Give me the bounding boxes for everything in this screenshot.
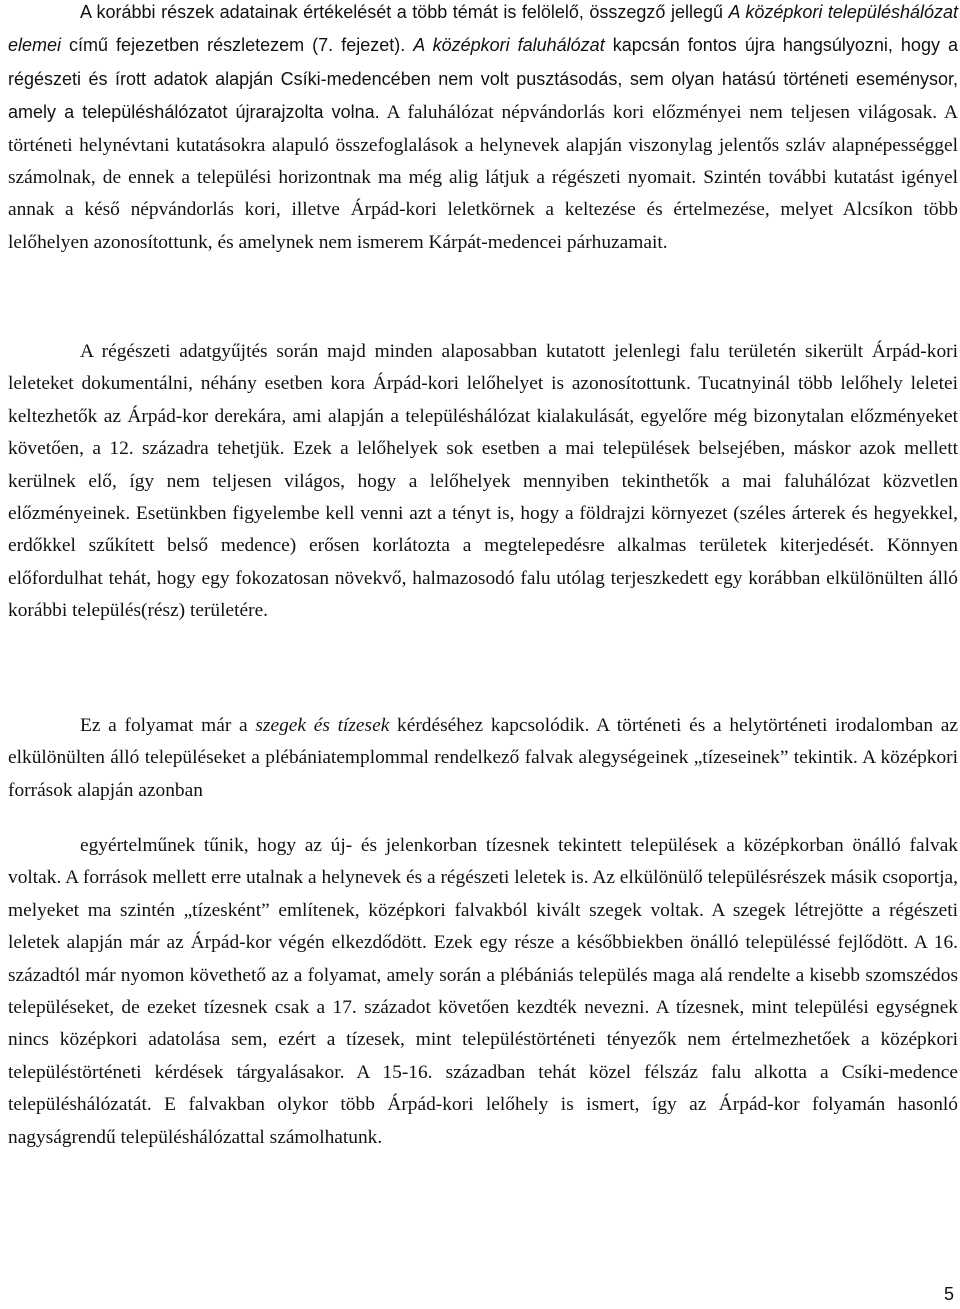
paragraph-4	[8, 830, 958, 1154]
p4-text: egyértelműnek tűnik, hogy az új- és jelenkorban tízesnek tekintett települések a középkorban önálló falvak voltak. A források mellett erre utalnak a helynevek és a régészeti leletek is. Az elkülönülő településrészek másik csoportja, melyeket ma szintén „tízesként” említenek, középkori falvakból kivált szegek voltak. A szegek létrejötte a régészeti leletek alapján már az Árpád-kor végén elkezdődött. Ezek egy része a későbbiekben önálló településsé fejlődött. A 16. századtól már nyomon követhető az a folyamat, amely során a plébániás település maga alá rendelte a kisebb szomszédos településeket, de ezeket tízesnek csak a 17. századot követően kezdték nevezni. A tízesnek, mint települési egységnek nincs középkori adatolása sem, ezért a tízesek, mint településtörténeti tényezők nem értelmezhetőek a középkori településtörténeti kérdések tárgyalásakor. A 15-16. században tehát közel félszáz falu alkotta a Csíki-medence településhálózatát. E falvakban olykor több Árpád-kori lelőhely is ismert, így az Árpád-kor folyamán hasonló nagyságrendű településhálózattal számolhatunk.	[8, 835, 958, 1148]
p3-term-szegek: szegek és tízesek	[255, 715, 390, 736]
p3-end: kérdéséhez kapcsolódik. A történeti és a helytörténeti irodalomban az elkülönülten álló településeket a plébániatemplommal rendelkező falvak alegységeinek „tízeseinek” tekintik. A középkori források alapján azonban	[8, 715, 959, 801]
p1-chapter-title: A középkori településhálózat elemei	[8, 2, 958, 56]
p1-term-faluhalozat: A középkori faluhálózat	[413, 35, 605, 56]
p1-sentence-2: kapcsán fontos újra hangsúlyozni, hogy a régészeti és írott adatok alapján Csíki-medencében nem volt pusztásodás, sem olyan hatású történeti eseménysor, amely a településhálózatot újrarajzolta volna.	[8, 35, 958, 123]
p1-sentence-1-end: című fejezetben részletezem (7. fejezet).	[61, 35, 414, 56]
p1-sentence-1-start: A korábbi részek adatainak értékelését a több témát is felölelő, összegző jellegű	[80, 2, 729, 22]
paragraph-2	[8, 336, 958, 628]
page-number: 5	[943, 1284, 954, 1304]
p2-text: A régészeti adatgyűjtés során majd minden alaposabban kutatott jelenlegi falu területén sikerült Árpád-kori leleteket dokumentálni, néhány esetben kora Árpád-kori lelőhelyet is azonosítottunk. Tucatnyinál több lelőhely leletei keltezhetők az Árpád-kor derekára, ami alapján a településhálózat kialakulását, egyelőre még bizonytalan előzményeket követően, a 12. századra tehetjük. Ezek a lelőhelyek sok esetben a mai települések belsejében, máskor azok mellett kerülnek elő, így nem teljesen világos, hogy a lelőhelyek mennyiben tekinthetők a mai faluhálózat közvetlen előzményeinek. Esetünkben figyelembe kell venni azt a tényt is, hogy a földrajzi környezet (széles árterek és hegyekkel, erdőkkel szűkített belső medence) erősen korlátozta a megtelepedésre alkalmas területek kiterjedését. Könnyen előfordulhat tehát, hogy egy fokozatosan növekvő, halmazosodó falu utólag terjeszkedett egy korábban elkülönülten álló korábbi település(rész) területére.	[8, 341, 958, 622]
paragraph-1	[8, 0, 958, 259]
paragraph-3	[8, 710, 958, 807]
p1-sentence-3: A faluhálózat népvándorlás kori előzményei nem teljesen világosak. A történeti helynévtani kutatásokra alapuló összefoglalások a helynevek alapján viszonylag jelentős szláv alapnépességgel számolnak, de ennek a települési horizontnak ma még alig látjuk a régészeti nyomait. Szintén további kutatást igényel annak a késő népvándorlás kori, illetve Árpád-kori leletkörnek a keltezése és értelmezése, melyet Alcsíkon több lelőhelyen azonosítottunk, és amelynek nem ismerem Kárpát-medencei párhuzamait.	[8, 102, 959, 253]
p3-start: Ez a folyamat már a	[80, 715, 256, 736]
